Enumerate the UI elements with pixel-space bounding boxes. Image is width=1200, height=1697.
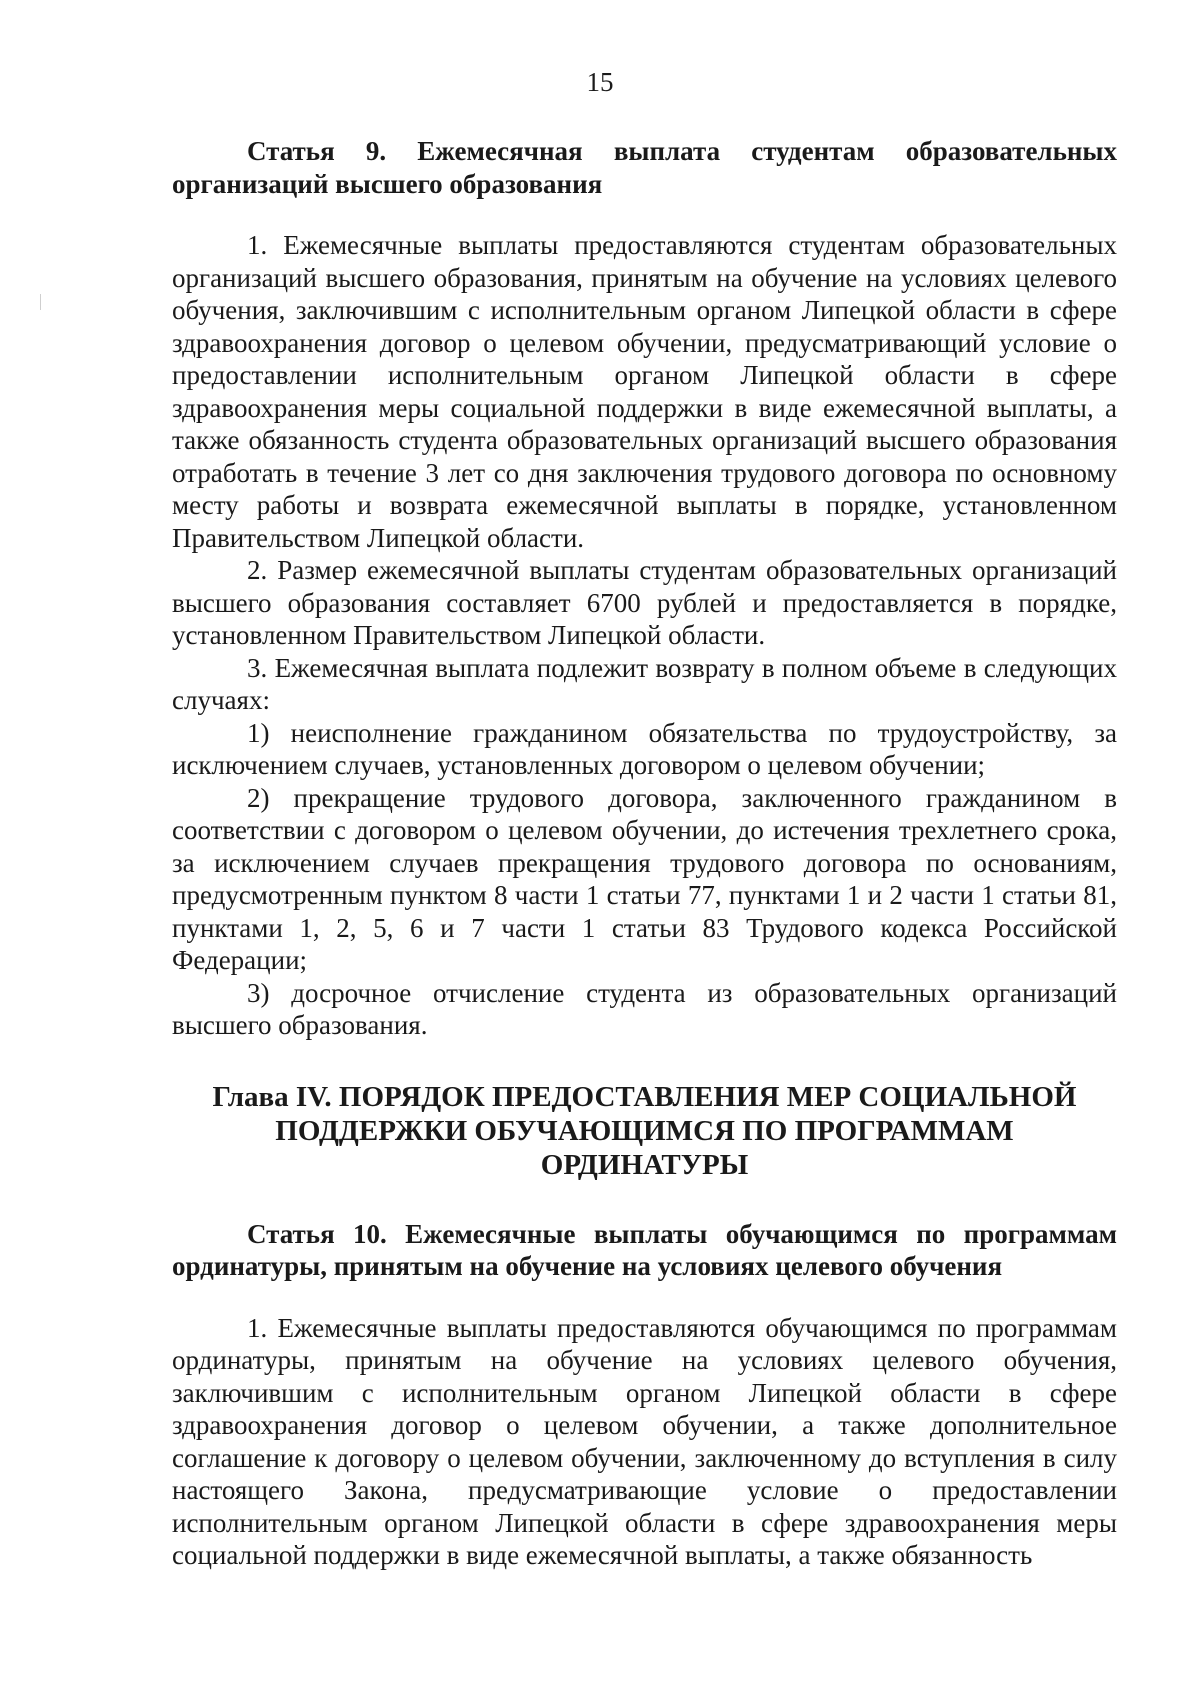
chapter-4-title-line-1: Глава IV. ПОРЯДОК ПРЕДОСТАВЛЕНИЯ МЕР СОЦИАЛЬНОЙ: [212, 1080, 1077, 1113]
article-9-list-item: 2) прекращение трудового договора, заключенного гражданином в соответствии с договором о целевом обучении, до истечения трехлетнего срока, за исключением случаев прекращения трудового договора по основаниям, предусмотренным пунктом 8 части 1 статьи 77, пунктами 1 и 2 части 1 статьи 81, пунктами 1, 2, 5, 6 и 7 части 1 статьи 83 Трудового кодекса Российской Федерации;: [172, 782, 1117, 975]
document-body: [172, 135, 1117, 1572]
article-9-paragraph: 1. Ежемесячные выплаты предоставляются студентам образовательных организаций высшего образования, принятым на обучение на условиях целевого обучения, заключившим с исполнительным органом Липецкой области в сфере здравоохранения договор о целевом обучении, предусматривающий условие о предоставлении исполнительным органом Липецкой области в сфере здравоохранения меры социальной поддержки в виде ежемесячной выплаты, а также обязанность студента образовательных организаций высшего образования отработать в течение 3 лет со дня заключения трудового договора по основному месту работы и возврата ежемесячной выплаты в порядке, установленном Правительством Липецкой области.: [172, 230, 1117, 553]
article-10-heading: Статья 10. Ежемесячные выплаты обучающимся по программам ординатуры, принятым на обучение на условиях целевого обучения: [172, 1218, 1117, 1281]
article-9-list-item: 3) досрочное отчисление студента из образовательных организаций высшего образования.: [172, 977, 1117, 1040]
article-10-paragraph: 1. Ежемесячные выплаты предоставляются обучающимся по программам ординатуры, принятым на обучение на условиях целевого обучения, заключившим с исполнительным органом Липецкой области в сфере здравоохранения договор о целевом обучении, а также дополнительное соглашение к договору о целевом обучении, заключенному до вступления в силу настоящего Закона, предусматривающие условие о предоставлении исполнительным органом Липецкой области в сфере здравоохранения меры социальной поддержки в виде ежемесячной выплаты, а также обязанность: [172, 1312, 1117, 1570]
article-9-paragraph: 3. Ежемесячная выплата подлежит возврату в полном объеме в следующих случаях:: [172, 652, 1117, 715]
article-9-heading: Статья 9. Ежемесячная выплата студентам образовательных организаций высшего образования: [172, 136, 1117, 199]
article-9-paragraph: 2. Размер ежемесячной выплаты студентам образовательных организаций высшего образования составляет 6700 рублей и предоставляется в порядке, установленном Правительством Липецкой области.: [172, 555, 1117, 650]
chapter-4-title-line-2: ПОДДЕРЖКИ ОБУЧАЮЩИМСЯ ПО ПРОГРАММАМ ОРДИНАТУРЫ: [275, 1114, 1014, 1181]
scan-artifact: [40, 294, 41, 310]
article-9-list-item: 1) неисполнение гражданином обязательства по трудоустройству, за исключением случаев, установленных договором о целевом обучении;: [172, 717, 1117, 780]
page-number: 15: [586, 67, 614, 97]
